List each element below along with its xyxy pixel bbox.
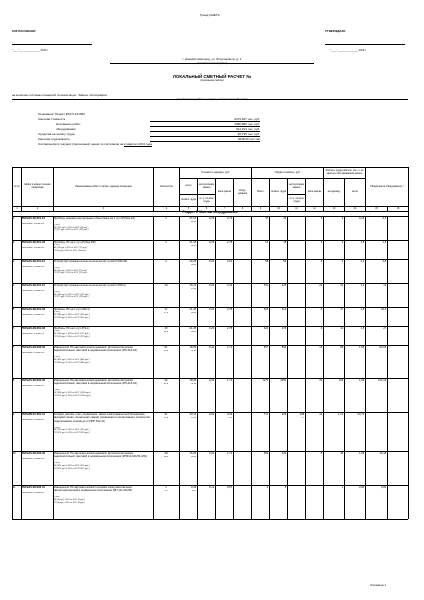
row-number: 4 bbox=[12, 284, 15, 287]
document-subtitle: (локальная смета) bbox=[200, 79, 224, 82]
row-quantity: 21 bbox=[164, 413, 168, 416]
total-wage-header: оплаты труда bbox=[270, 179, 288, 207]
equipment-label: оборудования bbox=[56, 127, 76, 131]
row-labor-total: 23,73 bbox=[357, 413, 365, 416]
row-unit-wage: 11,38 bbox=[190, 416, 197, 419]
column-divider bbox=[387, 216, 388, 519]
row-unit-wage: 34,29 bbox=[190, 220, 197, 223]
total-machine-wage-header: в т.ч. оплаты труда bbox=[288, 195, 306, 207]
row-labor-per-unit: 1 bbox=[341, 486, 344, 489]
row-unit-total: 21,45 bbox=[189, 308, 197, 311]
row-labor-per-unit: 42 bbox=[340, 327, 344, 330]
row-total-materials: 4 bbox=[320, 308, 323, 311]
construction-site-caption: (наименование стройки) bbox=[196, 62, 228, 65]
column-divider bbox=[179, 216, 180, 519]
row-quantity: 15 bbox=[164, 327, 168, 330]
col-num: 4 bbox=[154, 207, 180, 212]
row-quantity-detail: 62,0 bbox=[163, 382, 169, 385]
table-row bbox=[0, 307, 424, 326]
unit-cost-header: Стоимость единицы, руб. bbox=[180, 168, 252, 179]
approved-label: УТВЕРЖДАЮ: bbox=[325, 29, 346, 33]
row-description: Приборы приемно-контрольные объектовые на 1 луч (Рубеж-4А) bbox=[53, 217, 136, 220]
row-total-machines-wage: 17 bbox=[301, 416, 305, 419]
row-unit-machines: 0,26 bbox=[209, 284, 215, 287]
installation-label: монтажных работ bbox=[56, 122, 81, 126]
column-divider bbox=[269, 216, 270, 519]
row-unit-materials: 2,72 bbox=[227, 217, 233, 220]
row-unit-wage: 16,93 bbox=[190, 455, 197, 458]
col-num: 8 bbox=[234, 207, 252, 212]
row-labor-per-unit: 106 bbox=[338, 379, 344, 382]
row-total-wage: 276 bbox=[281, 327, 287, 330]
estimated-cost-value: 2474,187 тыс. руб. bbox=[150, 118, 260, 122]
row-number: 6 bbox=[12, 327, 15, 330]
column-divider bbox=[305, 216, 306, 519]
table-row bbox=[0, 345, 424, 378]
row-description-details: (1 шт.) НР (451 руб.): 95% от ФОТ (475 руб.) СП (237 руб.): 50% от ФОТ (475 руб.) bbox=[53, 462, 90, 470]
row-unit-machines: 0,26 bbox=[209, 308, 215, 311]
row-code: ТЕРм10-08-002-02 bbox=[21, 452, 46, 455]
table-row bbox=[0, 216, 424, 240]
row-unit-machines: 0,32 bbox=[209, 379, 215, 382]
col-num: 5 bbox=[180, 207, 198, 212]
document-title: ЛОКАЛЬНЫЙ СМЕТНЫЙ РАСЧЕТ № bbox=[172, 74, 252, 79]
column-divider bbox=[344, 216, 345, 519]
col-num: 14 bbox=[345, 207, 366, 212]
row-total-wage: 863 bbox=[281, 346, 287, 349]
row-unit-materials: 1,71 bbox=[227, 346, 233, 349]
row-labor-per-unit: 47 bbox=[340, 308, 344, 311]
column-divider bbox=[21, 216, 22, 519]
work-description-caption: (наименование работ и затрат, наименование объекта) bbox=[176, 98, 248, 101]
row-unit-total: 15,13 bbox=[189, 284, 197, 287]
row-total: 9 bbox=[266, 486, 269, 489]
table-row bbox=[0, 259, 424, 283]
page-number: Страница 1 bbox=[370, 583, 387, 587]
installation-value: 1080,986 тыс. руб. bbox=[150, 123, 260, 127]
row-quantity-detail: 21,0 bbox=[163, 416, 169, 419]
col-quantity-header: Количество bbox=[154, 168, 180, 207]
row-quantity: 1 bbox=[165, 217, 167, 220]
agreed-label: СОГЛАСОВАНО: bbox=[12, 29, 37, 33]
row-labor-per-unit: 23 bbox=[340, 284, 344, 287]
row-unit-materials: 0,87 bbox=[227, 486, 233, 489]
row-total-wage: 8 bbox=[284, 486, 287, 489]
row-total-wage: 443 bbox=[281, 452, 287, 455]
row-unit-wage: 18,41 bbox=[190, 311, 197, 314]
column-divider bbox=[233, 216, 234, 519]
row-labor-total: 1,8 bbox=[360, 308, 365, 311]
table-row bbox=[0, 485, 424, 519]
row-unit-total: 9,46 bbox=[191, 486, 197, 489]
row-code-edition: Ред.2009г. г Изм.1-4 bbox=[21, 419, 44, 421]
basis-label: Основание: Проект ФАГП-13-ПБ2 bbox=[38, 112, 85, 116]
row-code: ТЕРм10-08-001-12 bbox=[21, 260, 46, 263]
row-quantity-detail: 1,0 bbox=[164, 489, 168, 492]
row-description: Приборы ПС на 1 луч (РЭ-1) bbox=[53, 327, 90, 330]
row-quantity: 17 bbox=[164, 308, 168, 311]
row-unit-materials: 2,61 bbox=[227, 260, 233, 263]
row-code: ТЕРм08-01-081-01 bbox=[21, 413, 46, 416]
row-unit-machines: 0,32 bbox=[209, 346, 215, 349]
unit-wage-header: оплаты труда bbox=[180, 195, 198, 207]
row-labor-per-unit: 88 bbox=[340, 346, 344, 349]
row-description: Устройство промежуточное на количество лучей 1 (РМ-2) bbox=[53, 284, 126, 287]
row-code: ТЕРм10-08-002-02 bbox=[21, 346, 46, 349]
row-unit-machines: 0,26 bbox=[209, 260, 215, 263]
column-divider bbox=[251, 216, 252, 519]
row-labor-total: 1,2 bbox=[360, 284, 365, 287]
row-code: ТЕРм10-08-001-12 bbox=[21, 217, 46, 220]
column-divider bbox=[408, 210, 409, 519]
row-total-wage: 34 bbox=[283, 217, 287, 220]
row-unit-materials-extra: 2,11 bbox=[228, 416, 233, 419]
row-total-materials: 4 bbox=[320, 327, 323, 330]
row-labor-per-unit: 1,13 bbox=[338, 413, 344, 416]
row-quantity: 10 bbox=[164, 284, 168, 287]
row-unit-materials: 2,78 bbox=[227, 241, 233, 244]
col-num: 13 bbox=[324, 207, 345, 212]
row-total: 365 bbox=[263, 308, 269, 311]
row-total-wage: 126 bbox=[281, 284, 287, 287]
construction-site: г. Нижний Новгород, ул. Фторчермета, д. 1 bbox=[182, 57, 242, 61]
table-row bbox=[0, 412, 424, 451]
row-unit-wage: 18,41 bbox=[190, 244, 197, 247]
labor-intensity-label: Сметная трудоемкость bbox=[38, 137, 70, 141]
row-unit-materials: 1,71 bbox=[227, 379, 233, 382]
col-name-header: Наименование работ и затрат, единица измерения bbox=[54, 168, 154, 207]
col-num: 7 bbox=[216, 207, 234, 212]
row-quantity: 62 bbox=[164, 379, 168, 382]
row-total: 322 bbox=[263, 327, 269, 330]
row-unit-materials: 2,78 bbox=[227, 327, 233, 330]
row-labor-total: 1,66 bbox=[359, 346, 365, 349]
total-all-header: Всего bbox=[252, 179, 270, 207]
row-labor-per-unit: 48 bbox=[340, 452, 344, 455]
software-name: Гранд-СМЕТА bbox=[200, 13, 220, 17]
row-total-wage: 1050 bbox=[280, 379, 287, 382]
row-description-details: (1 шт.) НР (276 руб.): 95% от ФОТ (291 руб.) СП (151 руб.): 65% от ФОТ (233 руб.) bbox=[53, 426, 90, 435]
row-mass: 1,8 bbox=[382, 241, 387, 244]
row-code-edition: Ред.2009г. г Изм.1-4 bbox=[21, 247, 44, 249]
unit-machine-wage-header: в т.ч. оплаты труда bbox=[198, 195, 216, 207]
row-number: 3 bbox=[12, 260, 15, 263]
row-total: 717 bbox=[263, 413, 269, 416]
row-unit-machines: 0,26 bbox=[209, 217, 215, 220]
col-code-header: Шифр и номер позиции норматива bbox=[22, 168, 54, 207]
wage-fund-value: 25,735 тыс. руб. bbox=[150, 133, 260, 137]
col-num: 16 bbox=[388, 207, 409, 212]
row-total: 37 bbox=[265, 217, 269, 220]
row-description-details: (1 шт.) НР (16 руб.): 95% от ФОТ (17 руб.) СП (9 руб.): 50% от ФОТ (18 руб.) bbox=[53, 244, 88, 252]
table-row bbox=[0, 378, 424, 412]
row-quantity-detail: 51,0 bbox=[163, 349, 169, 352]
row-unit-wage: 8,47 bbox=[192, 489, 197, 492]
row-quantity-detail: 17,0 bbox=[163, 311, 169, 314]
equipment-value: 911,013 тыс. руб. bbox=[150, 128, 260, 132]
table-row bbox=[0, 240, 424, 259]
row-labor-per-unit: 3 bbox=[341, 217, 344, 220]
row-mass: 104,16 bbox=[378, 379, 387, 382]
column-divider bbox=[215, 216, 216, 519]
row-total-materials: 8 bbox=[320, 452, 323, 455]
column-divider bbox=[323, 216, 324, 519]
row-code-edition: Ред.2009г. г Изм.1-4 bbox=[21, 333, 44, 335]
row-total: 483 bbox=[263, 452, 269, 455]
row-total-materials: 16 bbox=[319, 346, 323, 349]
row-quantity: 28 bbox=[164, 452, 168, 455]
row-description: Устройство промежуточное на количество лучей 3 (РМ-3К) bbox=[53, 260, 128, 263]
column-divider bbox=[365, 216, 366, 519]
row-total: 967 bbox=[263, 346, 269, 349]
row-number: 8 bbox=[12, 379, 15, 382]
row-unit-machines: 0,32 bbox=[209, 452, 215, 455]
wage-fund-label: Средства на оплату труда bbox=[38, 132, 75, 136]
row-description: Извещатели ПС автоматический дымовой, фотоэлектрический, радиоизотопный, световой в нормальном исполнении (ИП-212-64) bbox=[53, 346, 137, 353]
row-quantity: 51 bbox=[164, 346, 168, 349]
unit-all-header: всего bbox=[180, 179, 198, 195]
col-num: 12 bbox=[306, 207, 324, 212]
prices-note-label: Составлен(а) в текущих (прогнозных) ценах по состоянию на bbox=[38, 142, 124, 146]
col-num: 10 bbox=[270, 207, 288, 212]
row-code-edition: Ред.2009г. г Изм.1-4 bbox=[21, 492, 44, 494]
row-total-wage: 313 bbox=[281, 308, 287, 311]
row-unit-wage: 28,52 bbox=[190, 263, 197, 266]
row-code-edition: Ред.2009г. г Изм.1-4 bbox=[21, 458, 44, 460]
row-unit-total: 21,45 bbox=[189, 241, 197, 244]
row-labor-total: 1,8 bbox=[360, 241, 365, 244]
row-unit-machines: 0,12 bbox=[209, 486, 215, 489]
row-total-materials: 5 bbox=[320, 260, 323, 263]
row-number: 11 bbox=[12, 486, 16, 489]
row-mass: 27 bbox=[383, 327, 387, 330]
row-total: 21 bbox=[265, 241, 269, 244]
row-total-wage: 239 bbox=[281, 413, 287, 416]
row-unit-materials: 1,71 bbox=[227, 452, 233, 455]
row-unit-total: 18,96 bbox=[189, 379, 197, 382]
row-total-wage: 18 bbox=[283, 241, 287, 244]
row-number: 5 bbox=[12, 308, 15, 311]
col-num: 6 bbox=[198, 207, 216, 212]
row-description: Приборы ПС на 1 луч (Рубеж БИ) bbox=[53, 241, 96, 244]
column-divider bbox=[12, 210, 13, 519]
row-code: ТЕРм10-08-002-01 bbox=[21, 486, 46, 489]
table-row bbox=[0, 283, 424, 307]
section-divider bbox=[12, 216, 408, 217]
unit-equipment-header: обору-дования bbox=[234, 179, 252, 207]
total-machines-header: эксплуатации машин bbox=[288, 179, 306, 195]
row-unit-machines: 0,62 bbox=[209, 413, 215, 416]
row-quantity-detail: 28,0 bbox=[163, 455, 169, 458]
col-num: 15 bbox=[366, 207, 388, 212]
row-total: 58 bbox=[265, 260, 269, 263]
col-num: 2 bbox=[22, 207, 54, 212]
row-unit-total: 37,01 bbox=[189, 217, 197, 220]
approved-date: "____"______________ 2013 г. bbox=[330, 49, 367, 52]
agreed-date: "____"______________ 2013 г. bbox=[12, 49, 49, 52]
labor-per-unit-header: на единицу bbox=[324, 179, 345, 207]
row-total-materials: 3 bbox=[320, 241, 323, 244]
row-total-wage: 56 bbox=[283, 260, 287, 263]
row-description: Извещатели ПС автоматический тепловой электроконтактный, магнитоконтактный в нормальном исполнении (ИП 101-29-PR) bbox=[53, 486, 133, 493]
row-labor-total: 1,66 bbox=[359, 452, 365, 455]
row-code-edition: Ред.2009г. г Изм.1-4 bbox=[21, 266, 44, 268]
row-code: ТЕРм10-08-001-03 bbox=[21, 308, 46, 311]
labor-total-header: всего bbox=[345, 179, 366, 207]
row-unit-wage: 16,93 bbox=[190, 382, 197, 385]
unit-materials-header: мате-риалы bbox=[216, 179, 234, 207]
row-code-edition: Ред.2009г. г Изм.1-4 bbox=[21, 290, 44, 292]
column-divider bbox=[197, 216, 198, 519]
row-unit-total: 33,13 bbox=[189, 413, 197, 416]
row-labor-total: 1,66 bbox=[359, 379, 365, 382]
row-unit-total: 29,05 bbox=[189, 260, 197, 263]
row-labor-total: 2,4 bbox=[360, 260, 365, 263]
row-divider bbox=[12, 519, 408, 520]
labor-header: Затраты труда рабочих, чел.-ч, не занятых обслуживанием машин bbox=[324, 168, 366, 179]
row-code-edition: Ред.2009г. г Изм.1-4 bbox=[21, 223, 44, 225]
row-unit-total: 21,45 bbox=[189, 327, 197, 330]
row-description: Извещатели ПС автоматический дымовой, фотоэлектрический, радиоизотопный, световой в нормальном исполнении (ИП212-101/54-4Л1) bbox=[53, 452, 147, 459]
estimated-cost-label: Сметная стоимость bbox=[38, 117, 66, 121]
row-total: 1176 bbox=[262, 379, 269, 382]
row-mass: 30,6 bbox=[381, 308, 387, 311]
row-quantity: 2 bbox=[165, 260, 167, 263]
row-total: 151 bbox=[263, 284, 269, 287]
row-labor-total: 0,84 bbox=[359, 486, 365, 489]
work-description: на монтаж системы пожарной сигнализации. Здание типографии bbox=[12, 93, 108, 97]
row-unit-wage: 16,93 bbox=[190, 349, 197, 352]
row-description-details: (1 шт.) НР (8 руб.): 95% от ФОТ (8 руб.) СП (4 руб.): 50% от ФОТ (8 руб.) bbox=[53, 496, 85, 504]
row-number: 1 bbox=[12, 217, 15, 220]
row-unit-wage: 18,41 bbox=[190, 330, 197, 333]
row-code: ТЕРм10-08-001-15 bbox=[21, 284, 46, 287]
row-mass: 0,84 bbox=[381, 486, 387, 489]
row-number: 10 bbox=[12, 452, 16, 455]
row-description: Аппарат (кнопка, ключ управления, замок электромагнитной блокировки, звуковой сигнал, сигнальная лампа) управления и сигнализации, количество подключаемых концов до 2 (ИПР 513-11) bbox=[53, 413, 151, 423]
col-number-header: № пп bbox=[13, 168, 22, 207]
row-unit-materials: 2,78 bbox=[227, 308, 233, 311]
row-code-edition: Ред.2009г. г Изм.1-4 bbox=[21, 352, 44, 354]
row-description-details: (1 шт.) НР (823 руб.): 95% от ФОТ (866 руб.) СП (433 руб.): 50% от ФОТ (866 руб.) bbox=[53, 356, 90, 364]
row-code: ТЕРм10-08-001-03 bbox=[21, 327, 46, 330]
row-description-details: (1 шт.) НР (285 руб.): 95% от ФОТ (300 руб.) СП (158 руб.): 50% от ФОТ (316 руб.) bbox=[53, 311, 90, 319]
row-total-materials: 23 bbox=[319, 284, 323, 287]
row-unit-wage: 12,55 bbox=[190, 287, 197, 290]
row-unit-total: 18,96 bbox=[189, 346, 197, 349]
table-row bbox=[0, 451, 424, 485]
row-number: 7 bbox=[12, 346, 15, 349]
col-num: 3 bbox=[54, 207, 154, 212]
row-total-materials: 20 bbox=[319, 379, 323, 382]
total-materials-header: мате-риалы bbox=[306, 179, 324, 207]
row-number: 2 bbox=[12, 241, 15, 244]
row-labor-total: 4,23 bbox=[359, 217, 365, 220]
row-unit-machines: 0,26 bbox=[209, 241, 215, 244]
unit-machines-header: эксплуатации машин bbox=[198, 179, 216, 195]
row-total-materials: 3 bbox=[320, 217, 323, 220]
row-mass: 3,5 bbox=[382, 217, 387, 220]
row-unit-total: 16,96 bbox=[189, 452, 197, 455]
column-divider bbox=[287, 216, 288, 519]
row-labor-total: 1,8 bbox=[360, 327, 365, 330]
mass-header: Общая масса оборудования, т bbox=[366, 168, 409, 207]
labor-intensity-value: 2638,29 чел.час bbox=[150, 138, 260, 142]
section-title: Раздел 1. Монтаж оборудования bbox=[182, 210, 238, 214]
row-mass: 4,8 bbox=[382, 260, 387, 263]
row-description: Приборы ПС на 1 луч (АМ-4) bbox=[53, 308, 90, 311]
row-code: ТЕРм10-08-002-02 bbox=[21, 379, 46, 382]
row-mass: 84,66 bbox=[379, 346, 387, 349]
row-quantity: 1 bbox=[165, 241, 167, 244]
row-description-details: (1 шт.) НР (263 руб.): 95% от ФОТ (277 руб.) СП (138 руб.): 50% от ФОТ (276 руб.) bbox=[53, 330, 90, 338]
col-num: 11 bbox=[288, 207, 306, 212]
row-quantity: 1 bbox=[165, 486, 167, 489]
row-description-details: (1 шт.) НР (996 руб.): 95% от ФОТ (1050 руб.) СП (525 руб.): 50% от ФОТ (1050 руб.) bbox=[53, 389, 91, 397]
row-description-details: (1 шт.) НР (107 руб.): 95% от ФОТ (98 руб.) СП (57 руб.): 50% от ФОТ (103 руб.) bbox=[53, 223, 89, 232]
row-code-edition: Ред.2009г. г Изм.1-4 bbox=[21, 314, 44, 316]
prices-note-date: 2 квартал 2013 года bbox=[124, 142, 152, 146]
row-quantity-detail: 15,0 bbox=[163, 330, 169, 333]
row-number: 9 bbox=[12, 413, 15, 416]
row-description-details: (1 шт.) НР (54 руб.): 95% от ФОТ (57 руб.) СП (29 руб.): 50% от ФОТ (57 руб.) bbox=[53, 266, 88, 275]
row-total-materials: 44 bbox=[319, 413, 323, 416]
row-mass: 46,48 bbox=[379, 452, 387, 455]
col-num: 1 bbox=[13, 207, 22, 212]
row-unit-materials: 2,34 bbox=[227, 284, 233, 287]
col-num: 9 bbox=[252, 207, 270, 212]
row-description: Извещатели ПС автоматический дымовой, фотоэлектрический, радиоизотопный, световой в нормальном исполнении (ИП-212-64) bbox=[53, 379, 137, 386]
row-description-details: (1 шт.) НР (143 руб.): 95% от ФОТ (152 руб.) СП (77 руб.): 50% от ФОТ (153 руб.) bbox=[53, 290, 90, 299]
row-code: ТЕРм10-08-001-03 bbox=[21, 241, 46, 244]
row-code-edition: Ред.2009г. г Изм.1-4 bbox=[21, 385, 44, 387]
total-cost-header: Общая стоимость, руб. bbox=[252, 168, 324, 179]
row-labor-per-unit: 5 bbox=[341, 260, 344, 263]
table-row bbox=[0, 326, 424, 345]
row-unit-materials: 0,04 bbox=[227, 413, 233, 416]
row-mass: 12 bbox=[383, 284, 387, 287]
row-labor-per-unit: 3 bbox=[341, 241, 344, 244]
row-total-machines: 298 bbox=[299, 413, 305, 416]
column-divider bbox=[153, 216, 154, 519]
column-divider bbox=[53, 216, 54, 519]
row-unit-machines: 0,26 bbox=[209, 327, 215, 330]
